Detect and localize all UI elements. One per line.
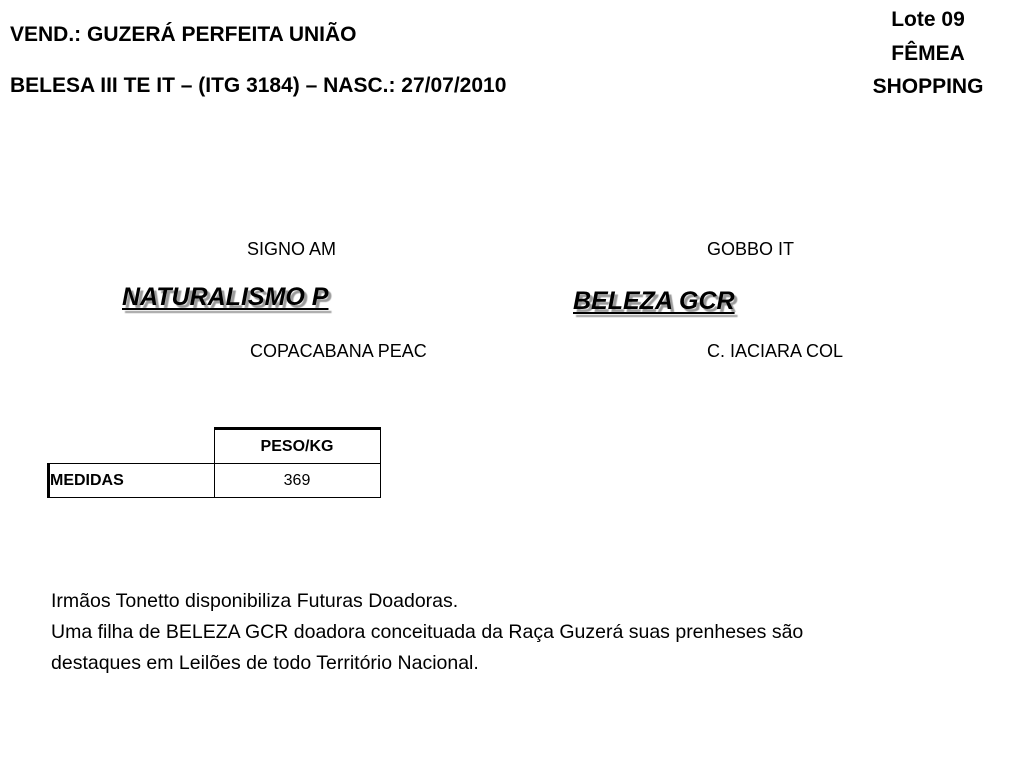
- description-line: destaques em Leilões de todo Território Nacional.: [51, 652, 479, 674]
- lot-info: [858, 3, 998, 104]
- dam-father: GOBBO IT: [707, 239, 795, 259]
- weight-value: 369: [214, 464, 380, 498]
- weight-column-header: PESO/KG: [214, 429, 380, 464]
- lot-sex: FÊMEA: [891, 41, 965, 65]
- table-header-row: [49, 429, 381, 464]
- vendor-title: VEND.: GUZERÁ PERFEITA UNIÃO: [10, 23, 357, 46]
- measures-row-label: MEDIDAS: [49, 464, 215, 498]
- table-row: [49, 464, 381, 498]
- description: [51, 586, 803, 679]
- lot-number: Lote 09: [891, 8, 965, 31]
- sire-father: SIGNO AM: [247, 239, 337, 259]
- sire-mother: COPACABANA PEAC: [250, 341, 427, 361]
- measures-table: [47, 427, 381, 498]
- dam-mother: C. IACIARA COL: [707, 341, 844, 361]
- sire-name: NATURALISMO P: [122, 283, 329, 311]
- animal-info-line: BELESA III TE IT – (ITG 3184) – NASC.: 27/07/2010: [10, 74, 507, 97]
- dam-name: BELEZA GCR: [573, 287, 735, 315]
- table-corner-cell: [49, 429, 215, 464]
- description-line: Irmãos Tonetto disponibiliza Futuras Doadoras.: [51, 590, 459, 612]
- lot-category: SHOPPING: [872, 75, 984, 99]
- description-line: Uma filha de BELEZA GCR doadora conceituada da Raça Guzerá suas prenheses são: [51, 621, 804, 643]
